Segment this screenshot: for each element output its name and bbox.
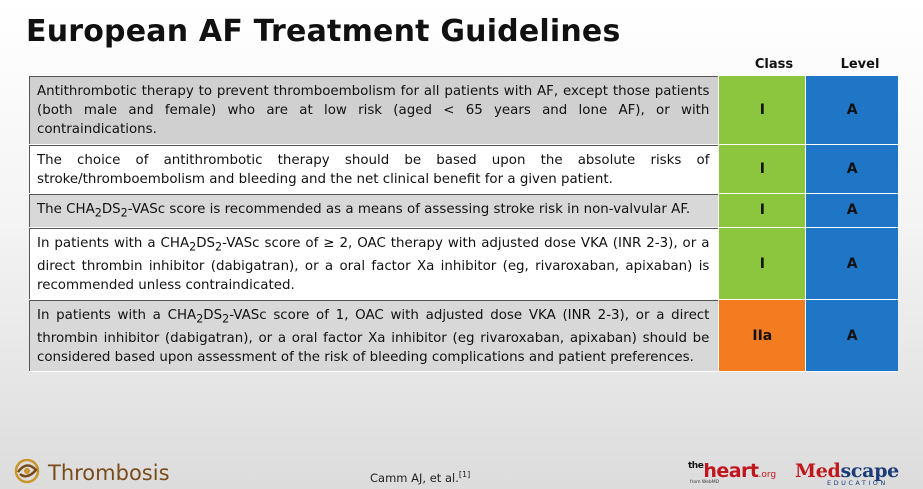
level-cell: A	[805, 194, 898, 227]
class-cell: I	[718, 228, 805, 299]
level-cell: A	[805, 76, 898, 144]
class-cell: I	[718, 194, 805, 227]
thrombosis-swirl-icon	[12, 458, 42, 488]
class-cell: I	[718, 76, 805, 144]
thrombosis-logo-text: Thrombosis	[48, 461, 170, 485]
table-row	[29, 300, 898, 372]
recommendation-text: Antithrombotic therapy to prevent thromboembolism for all patients with AF, except those patients (both male and female) who are at low risk (aged < 65 years and lone AF), or with contraindications.	[29, 76, 718, 144]
recommendation-text: The $CHA_2DS_2$-VASc score is recommended as a means of assessing stroke risk in non-valvular AF.	[29, 194, 718, 227]
guidelines-table	[29, 76, 898, 372]
class-column-header: Class	[754, 57, 794, 72]
table-row	[29, 76, 898, 145]
theheart-logo: $^{the}$heart.org from WebMD	[688, 460, 777, 485]
class-cell: IIa	[718, 300, 805, 371]
thrombosis-logo	[12, 458, 170, 488]
recommendation-text: The choice of antithrombotic therapy should be based upon the absolute risks of stroke/thromboembolism and bleeding and the net clinical benefit for a given patient.	[29, 145, 718, 193]
level-cell: A	[805, 300, 898, 371]
medscape-logo: Medscape EDUCATION	[795, 460, 899, 487]
class-cell: I	[718, 145, 805, 193]
page-title: European AF Treatment Guidelines	[26, 14, 621, 49]
table-row	[29, 145, 898, 194]
recommendation-text: In patients with a $CHA_2DS_2$-VASc score of 1, OAC with adjusted dose VKA (INR 2-3), or a direct thrombin inhibitor (dabigatran), or a oral factor Xa inhibitor (eg rivaroxaban, apixaban) should be considered based upon assessment of the risk of bleeding complications and patient preferences.	[29, 300, 718, 371]
recommendation-text: In patients with a $CHA_2DS_2$-VASc score of ≥ 2, OAC therapy with adjusted dose VKA (INR 2-3), or a direct thrombin inhibitor (dabigatran), or a oral factor Xa inhibitor (eg, rivaroxaban, apixaban) is recommended unless contraindicated.	[29, 228, 718, 299]
level-cell: A	[805, 145, 898, 193]
table-row	[29, 228, 898, 300]
table-row	[29, 194, 898, 228]
citation: Camm AJ, et al.[1]	[370, 470, 471, 485]
level-column-header: Level	[840, 57, 880, 72]
level-cell: A	[805, 228, 898, 299]
